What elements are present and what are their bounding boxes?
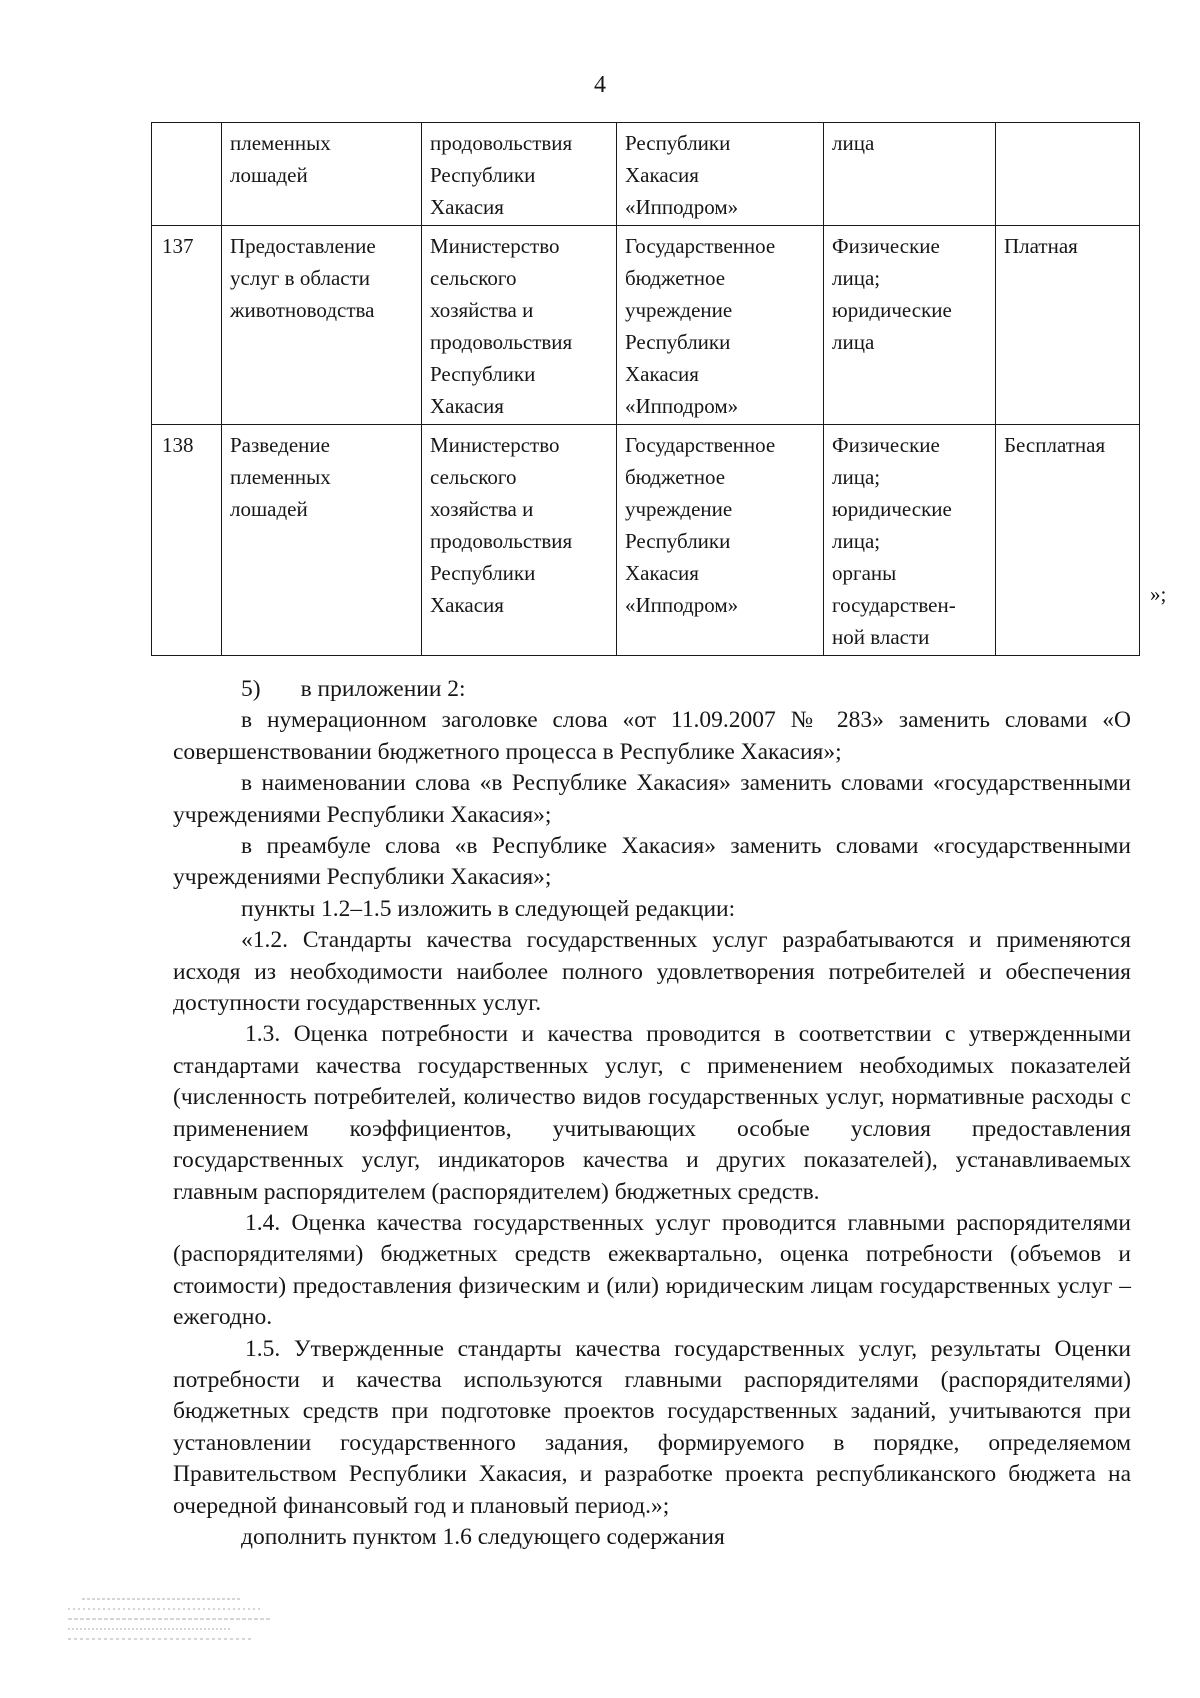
consumers-cell: Физические лица; юридические лица; органы государствен- ной власти — [824, 425, 996, 656]
service-name-cell: Разведение племенных лошадей — [222, 425, 422, 656]
service-name-cell: племенных лошадей — [222, 123, 422, 226]
page-number: 4 — [594, 72, 606, 98]
payment-cell: Бесплатная — [996, 425, 1140, 656]
table-row — [152, 425, 1140, 656]
paragraph-preamble: в преамбуле слова «в Республике Хакасия» заменить словами «государственными учреждениями Республики Хакасия»; — [173, 833, 1131, 891]
institution-cell: Государственное бюджетное учреждение Республики Хакасия «Ипподром» — [617, 226, 824, 425]
institution-cell: Республики Хакасия «Ипподром» — [617, 123, 824, 226]
body-text — [173, 674, 1131, 1553]
payment-cell: Платная — [996, 226, 1140, 425]
row-number-cell: 137 — [152, 226, 222, 425]
table-closing-mark: »; — [1150, 582, 1167, 606]
row-number-cell: 138 — [152, 425, 222, 656]
paragraph-add-1-6: дополнить пунктом 1.6 следующего содержания — [241, 1523, 725, 1550]
consumers-cell: лица — [824, 123, 996, 226]
consumers-cell: Физические лица; юридические лица — [824, 226, 996, 425]
payment-cell — [996, 123, 1140, 226]
faint-stamp-mark — [62, 1595, 282, 1649]
paragraph-1-2: «1.2. Стандарты качества государственных услуг разрабатываются и применяются исходя из необходимости наиболее полного удовлетворения потребителей и обеспечения доступности государственных услуг. — [173, 927, 1131, 1017]
table-row — [152, 226, 1140, 425]
paragraph-name: в наименовании слова «в Республике Хакасия» заменить словами «государственными учреждениями Республики Хакасия»; — [173, 770, 1131, 828]
services-table — [151, 122, 1140, 656]
table-row — [152, 123, 1140, 226]
paragraph-1-3: 1.3. Оценка потребности и качества проводится в соответствии с утвержденными стандартами качества государственных услуг, с применением необходимых показателей (численность потребителей, количество видов государственных услуг, нормативные расходы с применением коэффициентов, учитывающих особые условия предоставления государственных услуг, индикаторов качества и других показателей), устанавливаемых главным распорядителем (распорядителем) бюджетных средств. — [173, 1021, 1131, 1205]
paragraph-1-4: 1.4. Оценка качества государственных услуг проводится главными распорядителями (распорядителями) бюджетных средств ежеквартально, оценка потребности (объемов и стоимости) предоставления физическим и (или) юридическим лицам государственных услуг – ежегодно. — [173, 1209, 1131, 1331]
item-number: 5) — [241, 676, 261, 702]
paragraph-numbering-title: в нумерационном заголовке слова «от 11.09.2007 № 283» заменить словами «О совершенствовании бюджетного процесса в Республике Хакасия»; — [173, 707, 1131, 765]
item-heading: в приложении 2: — [300, 676, 466, 702]
row-number-cell — [152, 123, 222, 226]
service-name-cell: Предоставление услуг в области животноводства — [222, 226, 422, 425]
authority-cell: Министерство сельского хозяйства и продовольствия Республики Хакасия — [422, 425, 617, 656]
authority-cell: продовольствия Республики Хакасия — [422, 123, 617, 226]
paragraph-1-5: 1.5. Утвержденные стандарты качества государственных услуг, результаты Оценки потребности и качества используются главными распорядителями (распорядителями) бюджетных средств при подготовке проектов государственных заданий, учитываются при установлении государственного задания, формируемого в порядке, определяемом Правительством Республики Хакасия, и разработке проекта республиканского бюджета на очередной финансовый год и плановый период.»; — [173, 1335, 1131, 1519]
authority-cell: Министерство сельского хозяйства и продовольствия Республики Хакасия — [422, 226, 617, 425]
institution-cell: Государственное бюджетное учреждение Республики Хакасия «Ипподром» — [617, 425, 824, 656]
paragraph-points-intro: пункты 1.2–1.5 изложить в следующей редакции: — [241, 895, 736, 922]
item-5-heading — [173, 674, 1131, 705]
